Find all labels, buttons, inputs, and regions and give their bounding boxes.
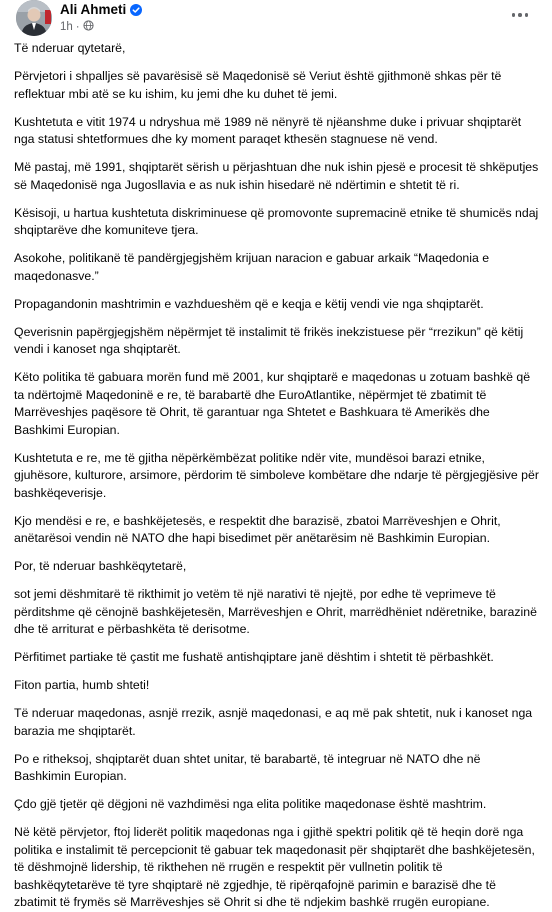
post-header <box>12 0 540 38</box>
post-body <box>12 40 540 912</box>
more-dot <box>512 13 516 17</box>
meta-separator: · <box>75 21 80 33</box>
globe-icon <box>83 20 94 34</box>
post-paragraph: Kushtetuta e re, me të gjitha nëpërkëmbëzat politike ndër vite, mundësoi barazi etnike, gjuhësore, kulturore, arsimore, përdorim të simboleve kombëtare dhe ndarje të përgjegjësive për bashkëqeverisje. <box>14 450 539 500</box>
post-paragraph: Në këtë përvjetor, ftoj liderët politik maqedonas nga i gjithë spektri politik që të heqin dorë nga politika e instalimit të percepcionit të gabuar tek maqedonasit për shqiptarët dhe bashkëjetesën, të dëshmojnë lidership, të rikthehen në rrugën e respektit për vullnetin politik të bashkëqytetarëve të tyre shqiptarë në zgjedhje, të ripërqafojnë parimin e barazisë dhe të zbatimit të frymës së Marrëveshjes së Ohrit si dhe të ndjekim bashkë rrugën europiane. <box>14 825 535 909</box>
author-name-row <box>60 2 142 17</box>
post-paragraph: Kushtetuta e vitit 1974 u ndryshua më 1989 në nënyrë të njëanshme duke i privuar shqiptarët nga statusi shtetformues dhe ky moment paraqet kthesën stagnuese në vend. <box>14 114 522 146</box>
post-paragraph: Përvjetori i shpalljes së pavarësisë së Maqedonisë së Veriut është gjithmonë shkas për të reflektuar mbi atë se ku ishim, ku jemi dhe ku duhet të jemi. <box>14 69 502 101</box>
author-avatar[interactable] <box>16 0 52 36</box>
more-options-icon[interactable] <box>508 6 532 24</box>
post-paragraph: Qeverisnin papërgjegjshëm nëpërmjet të instalimit të frikës inekzistuese për “rrezikun” që këtij vendi i kanoset nga shqiptarët. <box>14 324 524 356</box>
post-paragraph: Çdo gjë tjetër që dëgjoni në vazhdimësi nga elita politike maqedonase është mashtrim. <box>14 797 487 811</box>
post-paragraph: Përfitimet partiake të çastit me fushatë antishqiptare janë dështim i shtetit të përbashkët. <box>14 650 494 664</box>
post-meta <box>60 20 94 34</box>
verified-badge-icon <box>130 4 142 16</box>
more-dot <box>525 13 529 17</box>
post-paragraph: Fiton partia, humb shteti! <box>14 678 150 692</box>
author-name[interactable]: Ali Ahmeti <box>60 2 127 17</box>
post-paragraph: Të nderuar maqedonas, asnjë rrezik, asnjë maqedonasi, e aq më pak shtetit, nuk i kanoset nga barazia me shqiptarët. <box>14 706 533 738</box>
post-timestamp[interactable]: 1h <box>60 21 73 33</box>
post-paragraph: Por, të nderuar bashkëqytetarë, <box>14 559 187 573</box>
post-paragraph: Asokohe, politikanë të pandërgjegjshëm krijuan naracion e gabuar arkaik “Maqedonia e maqedonasve.” <box>14 251 490 283</box>
post-paragraph: Këto politika të gabuara morën fund më 2001, kur shqiptarë e maqedonas u zotuam bashkë që ta ndërtojmë Maqedoninë e re, të barabartë dhe EuroAtlantike, nëpërmjet të zbatimit të Marrëveshjes paqësore të Ohrit, të garantuar nga Shtetet e Bashkuara të Amerikës dhe Bashkimi Europian. <box>14 370 531 437</box>
post-paragraph: Më pastaj, më 1991, shqiptarët sërish u përjashtuan dhe nuk ishin pjesë e procesit të shkëputjes së Maqedonisë nga Jugosllavia e as nuk ishin hisedarë në ndërtimin e shtetit të ri. <box>14 160 539 192</box>
post-paragraph: Kësisoji, u hartua kushtetuta diskriminuese që promovonte supremacinë etnike të shumicës ndaj shqiptarëve dhe komuniteve tjera. <box>14 205 539 237</box>
post-paragraph: Po e ritheksoj, shqiptarët duan shtet unitar, të barabartë, të integruar në NATO dhe në Bashkimin Europian. <box>14 751 481 783</box>
more-dot <box>518 13 522 17</box>
post-paragraph: Kjo mendësi e re, e bashkëjetesës, e respektit dhe barazisë, zbatoi Marrëveshjen e Ohrit, anëtarësoi vendin në NATO dhe hapi bisedimet për anëtarësim në Bashkimin Europian. <box>14 513 501 545</box>
post-paragraph: Propagandonin mashtrimin e vazhdueshëm që e keqja e këtij vendi vie nga shqiptarët. <box>14 296 484 311</box>
post-paragraph: sot jemi dëshmitarë të rikthimit jo vetëm të një narativi të njejtë, por edhe të veprimeve të përditshme që cënojnë bashkëjetesën, Marrëveshjen e Ohrit, marrëdhëniet ndëretnike, barazinë dhe të arriturat e përbashkëta të derisotme. <box>14 587 537 636</box>
post-paragraph: Të nderuar qytetarë, <box>14 41 126 55</box>
